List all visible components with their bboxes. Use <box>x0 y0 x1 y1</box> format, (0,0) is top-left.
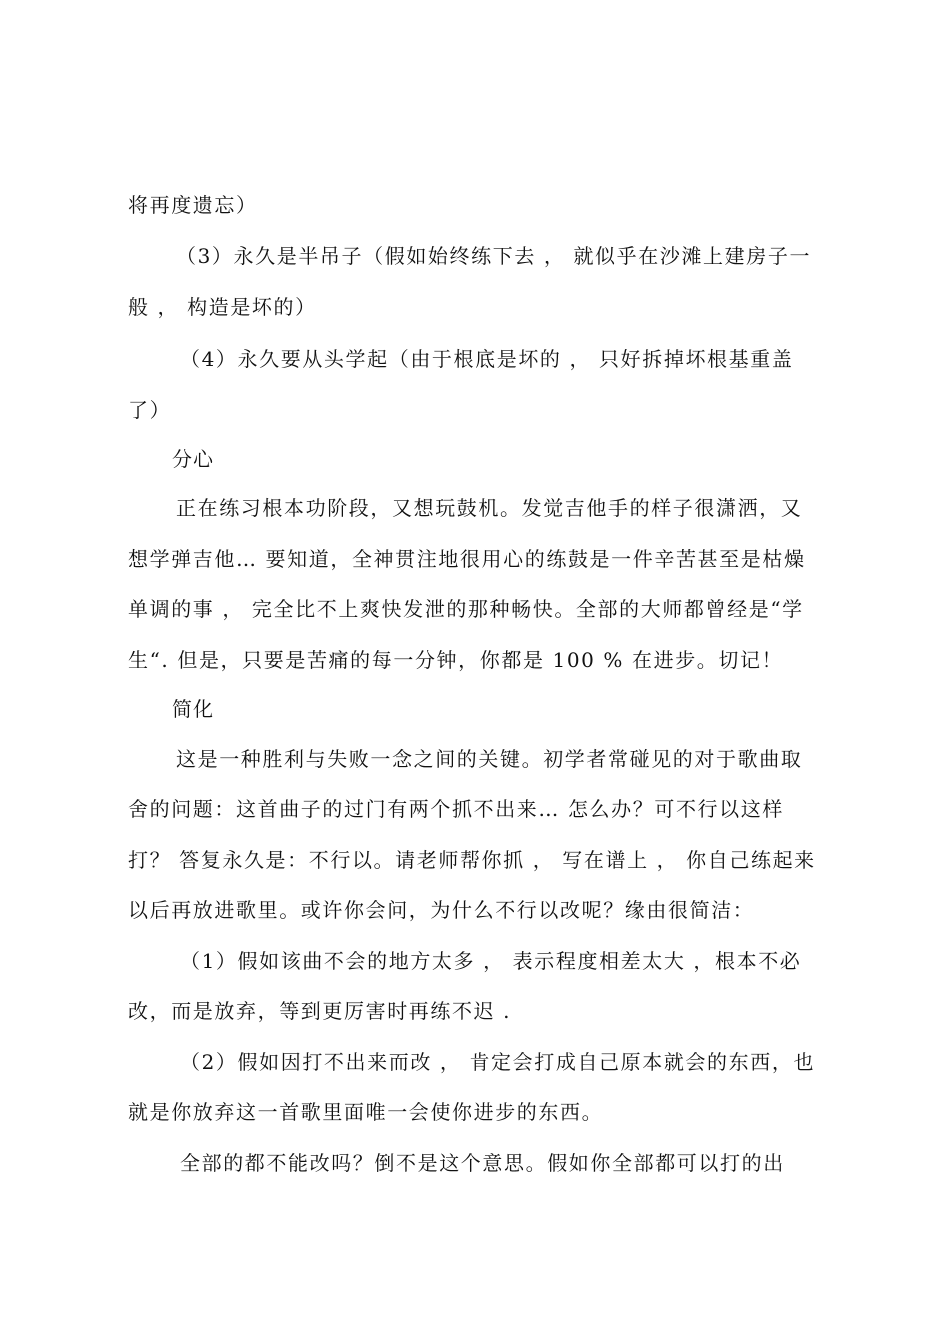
text-line: 单调的事 ， 完全比不上爽快发泄的那种畅快。全部的大师都曾经是“学 <box>128 597 804 621</box>
text-line: 就是你放弃这一首歌里面唯一会使你进步的东西。 <box>128 1100 604 1124</box>
text-line: （4）永久要从头学起（由于根底是坏的 ， 只好拆掉坏根基重盖 <box>180 347 794 371</box>
text-line: （2）假如因打不出来而改 ， 肯定会打成自己原本就会的东西，也 <box>180 1050 816 1074</box>
text-line: （3）永久是半吊子（假如始终练下去 ， 就似乎在沙滩上建房子一 <box>176 244 812 268</box>
section-heading-simplify: 简化 <box>172 697 214 721</box>
text-line: 生“. 但是，只要是苦痛的每一分钟，你都是 100 % 在进步。切记！ <box>128 648 784 672</box>
text-line: 全部的都不能改吗？倒不是这个意思。假如你全部都可以打的出 <box>180 1151 785 1175</box>
text-line: 般 ， 构造是坏的） <box>128 295 317 319</box>
section-heading-distraction: 分心 <box>172 447 214 471</box>
text-line: 这是一种胜利与失败一念之间的关键。初学者常碰见的对于歌曲取 <box>176 747 803 771</box>
text-line: 舍的问题：这首曲子的过门有两个抓不出来… 怎么办？可不行以这样 <box>128 797 784 821</box>
text-line: 想学弹吉他… 要知道，全神贯注地很用心的练鼓是一件辛苦甚至是枯燥 <box>128 547 806 571</box>
text-line: 打？ 答复永久是：不行以。请老师帮你抓 ， 写在谱上 ， 你自己练起来 <box>128 848 816 872</box>
text-line: 改，而是放弃，等到更厉害时再练不迟 . <box>128 999 512 1023</box>
text-line: 了） <box>128 398 172 422</box>
text-line: （1）假如该曲不会的地方太多 ， 表示程度相差太大 ，根本不必 <box>180 949 802 973</box>
text-line: 将再度遗忘） <box>128 193 258 217</box>
text-line: 以后再放进歌里。或许你会问，为什么不行以改呢？缘由很简洁： <box>128 898 755 922</box>
text-line: 正在练习根本功阶段，又想玩鼓机。发觉吉他手的样子很潇洒，又 <box>176 496 803 520</box>
